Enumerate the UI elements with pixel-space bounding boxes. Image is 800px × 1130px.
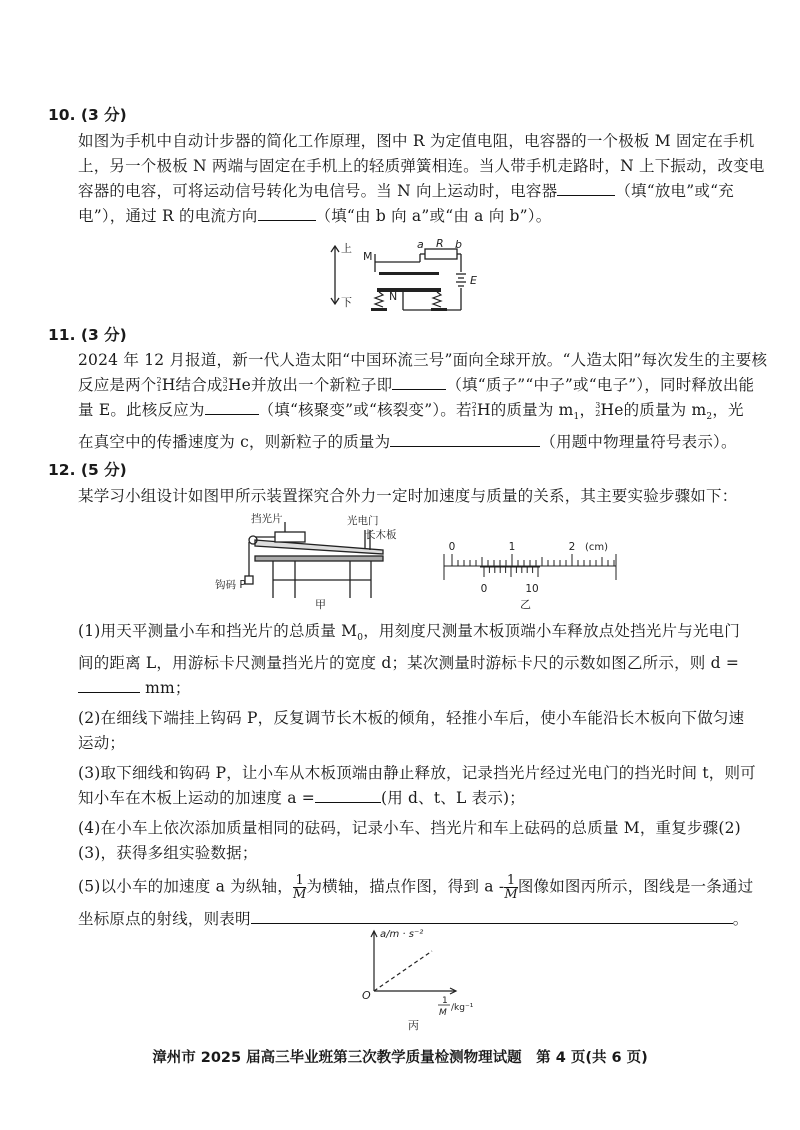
fig-yi-main-1: 1 <box>508 541 516 553</box>
fig-bing-origin: O <box>362 989 371 1002</box>
fig-yi-unit: (cm) <box>585 542 609 553</box>
fig-jia-label-changmuban: 长木板 <box>365 529 397 541</box>
q12-step5-b: 坐标原点的射线，则表明 。 <box>78 910 749 929</box>
q12-steps <box>78 619 768 932</box>
fig-jia-label-guangdianmen: 光电门 <box>347 515 379 527</box>
q10-fig-up: 上 <box>341 242 352 255</box>
q12-step5-a: (5)以小车的加速度 a 为纵轴， $\frac{1}{M}$ 为横轴，描点作图，得到 a - $\frac{1}{M}$ 图像如图丙所示，图线是一条通过 <box>78 873 754 903</box>
nuclide-He: He <box>227 376 252 394</box>
fig-jia-label-gouma: 钩码 P <box>215 579 246 591</box>
fig-bing-graph <box>360 925 500 1035</box>
frac-1-over-M: $\frac{1}{M}$ <box>292 873 307 903</box>
fig-bing-caption: 丙 <box>408 1019 419 1032</box>
q11-blank-2 <box>205 399 259 415</box>
q12-step4-a: (4)在小车上依次添加质量相同的砝码，记录小车、挡光片和车上砝码的总质量 M，重复步骤(2) <box>78 819 741 838</box>
q12-step1-a: (1)用天平测量小车和挡光片的总质量 $M_0$，用刻度尺测量木板顶端小车释放点处挡光片与光电门 <box>78 622 741 644</box>
fig-bing-ylabel: a/m · s⁻² <box>380 929 424 940</box>
fig-yi-vernier <box>440 536 620 612</box>
q11-line-1: 2024 年 12 月报道，新一代人造太阳“中国环流三号”面向全球开放。“人造太阳”每次发生的主要核 <box>78 351 768 369</box>
q10-circuit-figure <box>325 238 495 322</box>
q12-step2-a: (2)在细线下端挂上钩码 P，反复调节长木板的倾角，轻推小车后，使小车能沿长木板向下做匀速 <box>78 709 745 728</box>
q12-step4-b: (3)，获得多组实验数据； <box>78 844 258 863</box>
q12-intro: 某学习小组设计如图甲所示装置探究合外力一定时加速度与质量的关系，其主要实验步骤如下： <box>78 487 738 505</box>
q10-fig-b: b <box>455 238 462 251</box>
q12-step3-a: (3)取下细线和钩码 P，让小车从木板顶端由静止释放，记录挡光片经过光电门的挡光时间 t，则可 <box>78 764 756 783</box>
q10-line-2: 上，另一个极板 N 两端与固定在手机上的轻质弹簧相连。当人带手机走路时，N 上下振动，改变电 <box>78 157 765 175</box>
q10-line-3: 容器的电容，可将运动信号转化为电信号。当 N 向上运动时，电容器 （填“放电”或“充 <box>78 182 734 200</box>
fig-yi-vernier-10: 10 <box>525 583 539 595</box>
frac-1-over-M-2: $\frac{1}{M}$ <box>504 873 518 903</box>
q10-fig-M: M <box>363 250 373 263</box>
q10-fig-N: N <box>389 290 398 303</box>
q11-header: 11. (3 分) <box>48 326 127 344</box>
fig-jia-label-dangguangpian: 挡光片 <box>251 513 283 525</box>
fig-yi-caption: 乙 <box>520 598 531 611</box>
q12-blank-a <box>315 787 381 803</box>
q11-line-3: 量 E。此核反应为 （填“核聚变”或“核裂变”）。若 2 1 H的质量为 $m_1$， 3 2 He的质量为 $m_2$，光 <box>78 401 744 423</box>
fig-yi-main-0: 0 <box>448 541 456 553</box>
q12-step3-b: 知小车在木板上运动的加速度 a = (用 d、t、L 表示)； <box>78 789 525 808</box>
fig-yi-main-2: 2 <box>568 541 576 553</box>
q11-blank-3 <box>390 431 540 447</box>
fig-yi-vernier-0: 0 <box>480 583 488 595</box>
q11-body <box>78 348 768 455</box>
q10-line-1: 如图为手机中自动计步器的简化工作原理，图中 R 为定值电阻，电容器的一个极板 M 固定在手机 <box>78 132 755 150</box>
q10-fig-down: 下 <box>341 296 352 309</box>
q10-header: 10. (3 分) <box>48 106 127 124</box>
nuclide-H: H <box>161 376 176 394</box>
q11-line-2: 反应是两个 2 1 H结合成 3 2 He并放出一个新粒子即 （填“质子”“中子”或“电子”），同时释放出能 <box>78 376 755 394</box>
q10-blank-2 <box>258 205 316 221</box>
page-footer: 漳州市 2025 届高三毕业班第三次教学质量检测物理试题 第 4 页(共 6 页) <box>152 1050 648 1066</box>
fig-jia-apparatus <box>215 510 405 610</box>
q12-blank-d <box>78 677 140 693</box>
q10-fig-E: E <box>470 274 477 287</box>
q10-line-4: 电”），通过 R 的电流方向 （填“由 b 向 a”或“由 a 向 b”）。 <box>78 207 552 225</box>
q12-step1-c: mm； <box>78 676 768 701</box>
fig-jia-caption: 甲 <box>315 598 326 610</box>
q12-step1-b: 间的距离 L，用游标卡尺测量挡光片的宽度 d；某次测量时游标卡尺的示数如图乙所示，则 d = <box>78 654 740 673</box>
q12-step2-b: 运动； <box>78 734 126 753</box>
q10-body <box>78 129 765 229</box>
q10-fig-R: R <box>436 238 444 250</box>
q10-fig-a: a <box>417 238 424 251</box>
fig-bing-x-unit: /kg⁻¹ <box>451 1003 474 1013</box>
fig-bing-x-num: 1 <box>442 996 448 1006</box>
fig-bing-x-den: M <box>439 1008 447 1018</box>
fig-bing-ray <box>374 951 432 991</box>
q11-line-4: 在真空中的传播速度为 c，则新粒子的质量为 （用题中物理量符号表示）。 <box>78 433 737 452</box>
q12-header: 12. (5 分) <box>48 461 127 479</box>
q12-blank-conclusion <box>251 908 733 924</box>
q11-blank-1 <box>392 374 446 390</box>
q10-blank-1 <box>557 180 615 196</box>
